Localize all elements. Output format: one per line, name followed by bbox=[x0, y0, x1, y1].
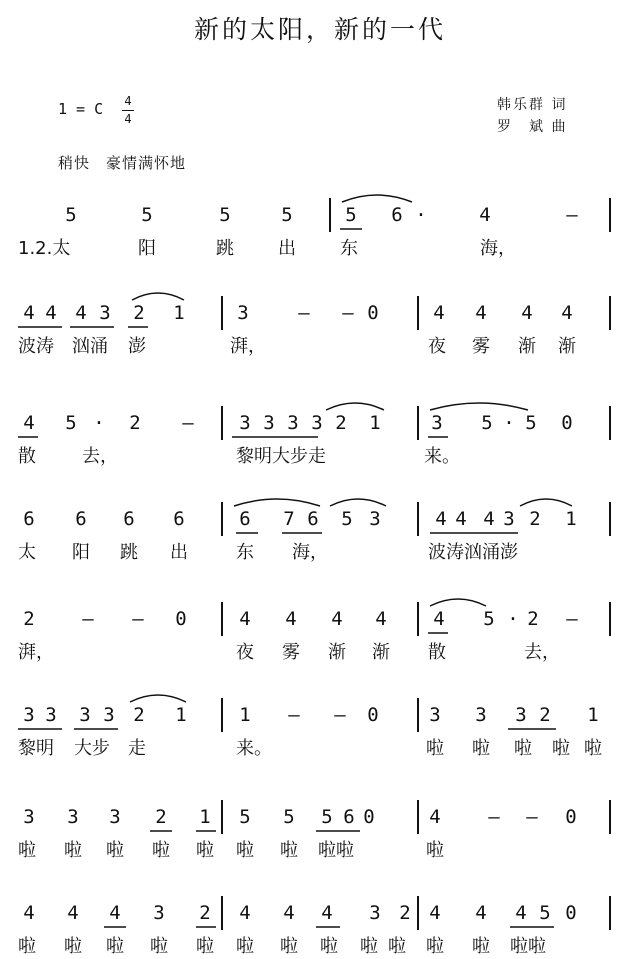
note: 3 bbox=[369, 902, 381, 924]
note: 5 bbox=[481, 412, 493, 434]
note: 4 bbox=[239, 608, 251, 630]
note: 3 bbox=[109, 806, 121, 828]
note: 0 bbox=[367, 704, 379, 726]
meter-bottom: 4 bbox=[124, 112, 132, 126]
note: 2 bbox=[399, 902, 411, 924]
note: 6 bbox=[123, 508, 135, 530]
note: 3 bbox=[45, 704, 57, 726]
note: 5 bbox=[65, 412, 77, 434]
note: 4 bbox=[433, 302, 445, 324]
note: 4 bbox=[23, 412, 35, 434]
lyric-syllable: 雾 bbox=[282, 642, 300, 663]
note: 2 bbox=[199, 902, 211, 924]
lyric-syllable: 啦啦 bbox=[318, 840, 354, 861]
note: 2 bbox=[527, 608, 539, 630]
note: 0 bbox=[565, 806, 577, 828]
meter-top: 4 bbox=[124, 94, 132, 108]
note: 0 bbox=[561, 412, 573, 434]
note: 4 bbox=[429, 902, 441, 924]
note: 4 bbox=[475, 902, 487, 924]
lyric-syllable: 啦 bbox=[426, 738, 444, 759]
composer-credit: 罗 斌 曲 bbox=[497, 119, 568, 135]
lyric-syllable: 散 bbox=[18, 446, 36, 467]
note: 0 bbox=[363, 806, 375, 828]
note: — bbox=[526, 806, 538, 828]
note: 2 bbox=[529, 508, 541, 530]
slur bbox=[430, 599, 486, 606]
lyric-syllable: 渐 bbox=[328, 642, 346, 663]
lyric-syllable: 波涛 bbox=[18, 336, 54, 357]
note: 3 bbox=[23, 806, 35, 828]
note: 5 bbox=[321, 806, 333, 828]
note: 2 bbox=[133, 704, 145, 726]
note: — bbox=[132, 608, 144, 630]
slur bbox=[234, 499, 320, 506]
note: 4 bbox=[331, 608, 343, 630]
note: 2 bbox=[539, 704, 551, 726]
note: 5 bbox=[525, 412, 537, 434]
lyric-syllable: 啦 bbox=[426, 840, 444, 861]
note: — bbox=[342, 302, 354, 324]
lyric-syllable: 海， bbox=[480, 238, 516, 259]
note: 3 bbox=[429, 704, 441, 726]
slur bbox=[330, 499, 386, 506]
slur bbox=[520, 499, 572, 506]
note: 0 bbox=[175, 608, 187, 630]
lyric-syllable: 来。 bbox=[236, 738, 272, 759]
note: 6 bbox=[75, 508, 87, 530]
lyric-syllable: 啦啦 bbox=[510, 936, 546, 957]
slur bbox=[342, 195, 412, 202]
lyric-syllable: 啦 bbox=[552, 738, 570, 759]
lyric-syllable: 东 bbox=[340, 238, 358, 259]
note: 4 bbox=[483, 508, 495, 530]
lyric-syllable: 夜 bbox=[236, 642, 254, 663]
note: 6 bbox=[173, 508, 185, 530]
note: 4 bbox=[321, 902, 333, 924]
note: · bbox=[415, 204, 427, 226]
note: 3 bbox=[79, 704, 91, 726]
note: 4 bbox=[23, 302, 35, 324]
lyric-syllable: 阳 bbox=[72, 542, 90, 563]
lyric-syllable: 啦 bbox=[196, 840, 214, 861]
note: 4 bbox=[23, 902, 35, 924]
lyric-syllable: 啦 bbox=[360, 936, 378, 957]
note: 6 bbox=[23, 508, 35, 530]
note: — bbox=[182, 412, 194, 434]
lyric-syllable: 跳 bbox=[120, 542, 138, 563]
lyric-syllable: 啦 bbox=[236, 840, 254, 861]
note: 3 bbox=[67, 806, 79, 828]
lyric-syllable: 湃， bbox=[18, 642, 54, 663]
lyric-syllable: 海， bbox=[292, 542, 328, 563]
note: 3 bbox=[263, 412, 275, 434]
note: 4 bbox=[479, 204, 491, 226]
note: 0 bbox=[367, 302, 379, 324]
lyric-syllable: 啦 bbox=[236, 936, 254, 957]
note: 3 bbox=[287, 412, 299, 434]
note: 2 bbox=[155, 806, 167, 828]
lyric-syllable: 啦 bbox=[106, 936, 124, 957]
note: · bbox=[507, 608, 519, 630]
note: 2 bbox=[129, 412, 141, 434]
note: 4 bbox=[475, 302, 487, 324]
note: 6 bbox=[307, 508, 319, 530]
note: 4 bbox=[285, 608, 297, 630]
lyric-syllable: 大步 bbox=[74, 738, 110, 759]
key-signature: 1 = C bbox=[58, 100, 104, 118]
slur bbox=[130, 695, 186, 702]
note: 6 bbox=[343, 806, 355, 828]
note: 5 bbox=[539, 902, 551, 924]
note: 1 bbox=[565, 508, 577, 530]
note: 6 bbox=[391, 204, 403, 226]
note: 4 bbox=[429, 806, 441, 828]
note: 5 bbox=[283, 806, 295, 828]
lyric-syllable: 东 bbox=[236, 542, 254, 563]
note: — bbox=[566, 608, 578, 630]
note: 5 bbox=[65, 204, 77, 226]
note: — bbox=[566, 204, 578, 226]
lyric-syllable: 出 bbox=[278, 238, 296, 259]
song-title: 新的太阳，新的一代 bbox=[193, 15, 446, 44]
note: 3 bbox=[153, 902, 165, 924]
note: 4 bbox=[375, 608, 387, 630]
lyric-syllable: 汹涌 bbox=[72, 336, 108, 357]
note: 3 bbox=[99, 302, 111, 324]
note: 3 bbox=[311, 412, 323, 434]
lyric-syllable: 黎明大步走 bbox=[236, 446, 326, 467]
lyric-syllable: 啦 bbox=[18, 840, 36, 861]
note: 2 bbox=[133, 302, 145, 324]
lyric-syllable: 啦 bbox=[280, 936, 298, 957]
note: 1 bbox=[173, 302, 185, 324]
lyric-syllable: 渐 bbox=[518, 336, 536, 357]
slur bbox=[132, 293, 184, 300]
lyric-syllable: 澎 bbox=[128, 336, 146, 357]
lyric-syllable: 啦 bbox=[64, 936, 82, 957]
lyric-syllable: 啦 bbox=[196, 936, 214, 957]
lyric-syllable: 阳 bbox=[138, 238, 156, 259]
note: 7 bbox=[283, 508, 295, 530]
note: — bbox=[288, 704, 300, 726]
note: 5 bbox=[345, 204, 357, 226]
note: 5 bbox=[141, 204, 153, 226]
slur bbox=[326, 403, 384, 410]
note: 1 bbox=[199, 806, 211, 828]
lyric-syllable: 啦 bbox=[280, 840, 298, 861]
note: 0 bbox=[565, 902, 577, 924]
note: 5 bbox=[483, 608, 495, 630]
tempo-marking: 稍快 豪情满怀地 bbox=[58, 154, 187, 172]
note: 3 bbox=[503, 508, 515, 530]
note: · bbox=[503, 412, 515, 434]
lyric-syllable: 夜 bbox=[428, 336, 446, 357]
lyric-syllable: 啦 bbox=[514, 738, 532, 759]
note: 2 bbox=[23, 608, 35, 630]
note: 5 bbox=[239, 806, 251, 828]
lyric-syllable: 啦 bbox=[64, 840, 82, 861]
note: 1 bbox=[587, 704, 599, 726]
lyric-syllable: 渐 bbox=[558, 336, 576, 357]
note: 1 bbox=[369, 412, 381, 434]
lyric-syllable: 啦 bbox=[472, 738, 490, 759]
lyric-syllable: 啦 bbox=[18, 936, 36, 957]
lyric-syllable: 雾 bbox=[472, 336, 490, 357]
lyric-syllable: 来。 bbox=[424, 446, 460, 467]
lyric-syllable: 啦 bbox=[472, 936, 490, 957]
note: 4 bbox=[45, 302, 57, 324]
lyric-syllable: 跳 bbox=[216, 238, 234, 259]
lyric-syllable: 渐 bbox=[372, 642, 390, 663]
note: 3 bbox=[23, 704, 35, 726]
note: 4 bbox=[521, 302, 533, 324]
lyric-syllable: 太 bbox=[18, 542, 36, 563]
note: 4 bbox=[433, 608, 445, 630]
note: 3 bbox=[239, 412, 251, 434]
note: 4 bbox=[561, 302, 573, 324]
note: · bbox=[93, 412, 105, 434]
lyric-syllable: 走 bbox=[128, 738, 146, 759]
note: 4 bbox=[67, 902, 79, 924]
note: — bbox=[334, 704, 346, 726]
note: 5 bbox=[219, 204, 231, 226]
note: 3 bbox=[369, 508, 381, 530]
note: 4 bbox=[283, 902, 295, 924]
lyricist-credit: 韩乐群 词 bbox=[497, 97, 568, 113]
note: 3 bbox=[103, 704, 115, 726]
note: 3 bbox=[431, 412, 443, 434]
lyric-syllable: 去， bbox=[82, 446, 118, 467]
lyric-syllable: 出 bbox=[170, 542, 188, 563]
note: 4 bbox=[455, 508, 467, 530]
note: 5 bbox=[281, 204, 293, 226]
note: — bbox=[488, 806, 500, 828]
lyric-syllable: 去， bbox=[524, 642, 560, 663]
note: — bbox=[82, 608, 94, 630]
lyric-syllable: 黎明 bbox=[18, 738, 54, 759]
lyric-syllable: 波涛汹涌澎 bbox=[428, 542, 518, 563]
note: 3 bbox=[475, 704, 487, 726]
note: 6 bbox=[239, 508, 251, 530]
note: 1 bbox=[175, 704, 187, 726]
note: 5 bbox=[341, 508, 353, 530]
note: 1 bbox=[239, 704, 251, 726]
lyric-syllable: 湃， bbox=[230, 336, 266, 357]
lyric-syllable: 啦 bbox=[388, 936, 406, 957]
note: 4 bbox=[109, 902, 121, 924]
lyric-syllable: 啦 bbox=[320, 936, 338, 957]
lyric-syllable: 啦 bbox=[584, 738, 602, 759]
note: 4 bbox=[515, 902, 527, 924]
note: 3 bbox=[515, 704, 527, 726]
note: 3 bbox=[237, 302, 249, 324]
note: 4 bbox=[239, 902, 251, 924]
note: 2 bbox=[335, 412, 347, 434]
lyric-syllable: 1.2.太 bbox=[18, 238, 71, 259]
note: 4 bbox=[75, 302, 87, 324]
lyric-syllable: 散 bbox=[428, 642, 446, 663]
lyric-syllable: 啦 bbox=[152, 840, 170, 861]
note: — bbox=[298, 302, 310, 324]
lyric-syllable: 啦 bbox=[150, 936, 168, 957]
lyric-syllable: 啦 bbox=[426, 936, 444, 957]
note: 4 bbox=[435, 508, 447, 530]
lyric-syllable: 啦 bbox=[106, 840, 124, 861]
slur bbox=[430, 403, 528, 410]
